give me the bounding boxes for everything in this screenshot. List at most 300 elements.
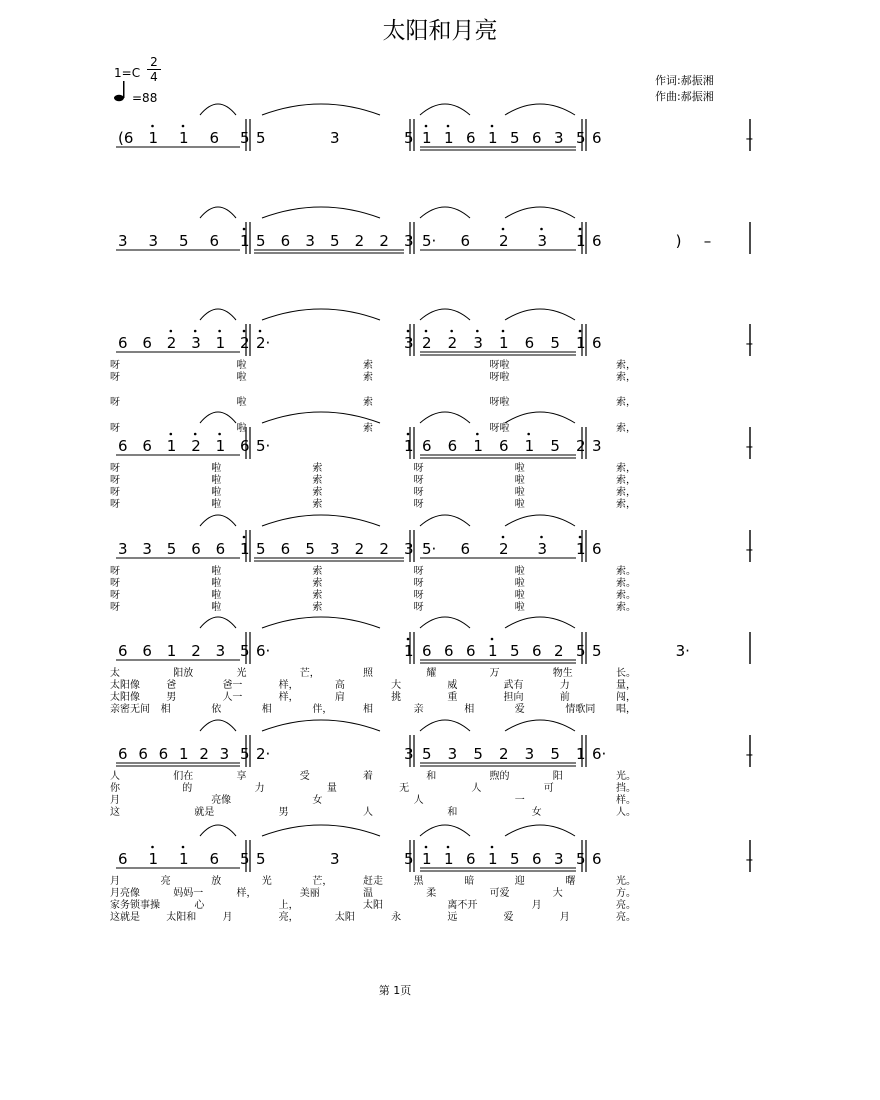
slur-arc: [505, 412, 575, 423]
lyric-syllable: 女: [531, 807, 542, 818]
jianpu-note: 5: [256, 850, 266, 868]
lyric-syllable: 情歌同: [565, 704, 596, 715]
lyric-syllable: 光: [261, 876, 272, 887]
lyric-syllable: 太阳: [334, 912, 355, 923]
lyric-syllable: 索，: [616, 372, 636, 383]
lyric-syllable: 光。: [616, 876, 636, 887]
octave-dot: [502, 228, 505, 231]
slur-arc: [262, 825, 380, 836]
jianpu-note: 3: [447, 745, 458, 763]
octave-dot: [491, 638, 494, 641]
lyric-syllable: 亮像: [211, 795, 232, 806]
slur-arc: [262, 309, 380, 320]
lyric-syllable: 月亮像: [110, 888, 140, 899]
octave-dot: [243, 536, 246, 539]
lyric-syllable: 啦: [514, 578, 525, 589]
lyric-syllable: 亲: [413, 704, 424, 715]
jianpu-note: 2·: [256, 334, 271, 352]
jianpu-note: 5: [550, 745, 560, 763]
lyric-syllable: 呀: [413, 463, 424, 474]
jianpu-note: 6: [209, 850, 220, 868]
lyric-syllable: 力: [254, 783, 265, 794]
jianpu-note: 6: [422, 642, 432, 660]
lyric-syllable: 呀: [413, 566, 424, 577]
jianpu-note: 1: [215, 334, 226, 352]
jianpu-note: 6: [532, 850, 542, 868]
composer-credit: 作曲:郝振湘: [655, 90, 714, 103]
jianpu-note: (6: [118, 129, 134, 147]
octave-dot: [579, 536, 582, 539]
jianpu-note: 1: [148, 129, 159, 147]
octave-dot: [151, 125, 154, 128]
jianpu-note: 3: [330, 129, 340, 147]
octave-dot: [218, 433, 221, 436]
lyric-syllable: 呀: [110, 578, 120, 589]
jianpu-note: 5: [404, 129, 414, 147]
lyric-syllable: 呀: [110, 475, 120, 486]
jianpu-note: 2: [240, 334, 250, 352]
jianpu-note: 3: [118, 540, 128, 558]
lyric-syllable: 万: [489, 668, 500, 679]
octave-dot: [527, 433, 530, 436]
slur-arc: [420, 617, 470, 628]
jianpu-note: 2: [499, 745, 509, 763]
lyric-syllable: 挡。: [616, 783, 636, 794]
lyric-syllable: 光。: [616, 771, 636, 782]
lyric-syllable: 月: [559, 912, 570, 923]
lyric-syllable: 索，: [616, 475, 636, 486]
lyric-syllable: 远: [447, 912, 458, 923]
lyric-syllable: 啦: [211, 499, 222, 510]
jianpu-note: 5: [240, 745, 250, 763]
slur-arc: [420, 207, 470, 218]
octave-dot: [425, 125, 428, 128]
slur-arc: [262, 104, 380, 115]
jianpu-note: 3: [330, 540, 340, 558]
slur-arc: [262, 412, 380, 423]
lyric-syllable: 阳: [552, 771, 563, 782]
jianpu-note: –: [745, 437, 754, 455]
jianpu-note: –: [745, 850, 754, 868]
lyric-syllable: 人。: [616, 807, 636, 818]
jianpu-note: 5: [422, 745, 432, 763]
jianpu-note: 2·: [256, 745, 271, 763]
lyric-syllable: 太阳像: [110, 680, 140, 691]
slur-arc: [420, 825, 470, 836]
jianpu-note: 5: [240, 129, 250, 147]
lyric-syllable: 可: [543, 783, 554, 794]
jianpu-note: 6: [592, 850, 602, 868]
jianpu-note: 6: [592, 129, 602, 147]
lyric-syllable: 曙: [565, 876, 576, 887]
key-signature: 1=C: [114, 66, 141, 80]
jianpu-note: 5: [404, 850, 414, 868]
lyric-syllable: 煦的: [489, 771, 510, 782]
jianpu-note: 1: [576, 334, 586, 352]
octave-dot: [476, 330, 479, 333]
jianpu-note: 2: [191, 437, 201, 455]
lyric-syllable: 呀: [110, 487, 120, 498]
jianpu-note: 1: [576, 232, 586, 250]
lyric-syllable: 啦: [514, 602, 525, 613]
lyric-syllable: 索: [312, 602, 323, 613]
lyric-syllable: 月: [110, 795, 120, 806]
jianpu-note: 5: [179, 232, 189, 250]
jianpu-note: 5: [256, 129, 266, 147]
jianpu-note: 1: [444, 850, 454, 868]
lyric-syllable: 爱: [503, 912, 514, 923]
jianpu-note: 1: [576, 745, 586, 763]
lyric-syllable: 啦: [236, 397, 247, 408]
jianpu-note: 5: [473, 745, 483, 763]
lyric-syllable: 家务锁事操: [110, 900, 160, 911]
slur-arc: [420, 309, 470, 320]
octave-dot: [407, 433, 410, 436]
octave-dot: [450, 330, 453, 333]
slur-arc: [262, 515, 380, 526]
slur-arc: [262, 720, 380, 731]
jianpu-note: 1: [473, 437, 483, 455]
jianpu-note: 5: [576, 850, 586, 868]
lyric-syllable: 这就是: [110, 912, 140, 923]
lyric-syllable: 亮。: [616, 912, 636, 923]
jianpu-note: 2: [447, 334, 458, 352]
lyric-syllable: 亮，: [278, 912, 299, 923]
jianpu-note: 6: [209, 129, 220, 147]
jianpu-note: 3: [592, 437, 602, 455]
lyric-syllable: 人一: [222, 692, 243, 703]
jianpu-note: 1: [576, 540, 586, 558]
lyric-syllable: 索: [363, 423, 373, 434]
jianpu-note: 5: [330, 232, 340, 250]
jianpu-note: 6: [447, 437, 458, 455]
jianpu-note: 1: [488, 850, 498, 868]
lyric-syllable: 武有: [503, 680, 524, 691]
octave-dot: [151, 846, 154, 849]
jianpu-note: 6: [466, 850, 476, 868]
lyric-syllable: 索: [312, 487, 323, 498]
jianpu-note: 5: [256, 540, 266, 558]
octave-dot: [407, 638, 410, 641]
jianpu-note: 6: [532, 642, 542, 660]
jianpu-note: 3: [330, 850, 340, 868]
lyric-syllable: 永: [391, 912, 402, 923]
jianpu-note: 6: [499, 437, 509, 455]
jianpu-note: 3: [215, 642, 226, 660]
octave-dot: [194, 433, 197, 436]
lyric-syllable: 威: [447, 680, 458, 691]
slur-arc: [200, 207, 236, 218]
octave-dot: [243, 228, 246, 231]
lyric-syllable: 呀: [413, 602, 424, 613]
lyric-syllable: 们在: [173, 771, 194, 782]
octave-dot: [579, 330, 582, 333]
lyric-syllable: 亲密无间: [110, 704, 150, 715]
jianpu-note: 3: [537, 232, 548, 250]
jianpu-note: 3: [142, 540, 152, 558]
octave-dot: [476, 433, 479, 436]
lyric-syllable: 一: [514, 795, 525, 806]
lyric-syllable: 索。: [616, 578, 636, 589]
lyric-syllable: 爱: [514, 704, 525, 715]
lyric-syllable: 呀啦: [489, 397, 510, 408]
jianpu-note: 1: [422, 129, 432, 147]
lyric-syllable: 月: [531, 900, 542, 911]
jianpu-note: 6: [118, 745, 128, 763]
lyric-syllable: 高: [334, 680, 345, 691]
lyric-syllable: 太阳和: [166, 912, 197, 923]
lyric-syllable: 可爱: [489, 888, 510, 899]
lyricist-credit: 作词:郝振湘: [655, 74, 714, 87]
jianpu-note: 1: [488, 129, 498, 147]
time-signature-bottom: 4: [150, 70, 158, 84]
jianpu-note: 6: [142, 642, 152, 660]
jianpu-note: 1: [240, 540, 250, 558]
jianpu-note: 6: [466, 642, 476, 660]
lyric-syllable: 闯，: [616, 692, 636, 703]
jianpu-note: 3: [191, 334, 201, 352]
jianpu-note: 3: [404, 232, 414, 250]
slur-arc: [505, 720, 575, 731]
octave-dot: [182, 846, 185, 849]
lyric-syllable: 阳放: [173, 668, 194, 679]
slur-arc: [420, 720, 470, 731]
lyric-syllable: 啦: [514, 475, 525, 486]
jianpu-note: 5: [576, 642, 586, 660]
jianpu-note: 5·: [422, 232, 437, 250]
jianpu-note: 2: [166, 334, 177, 352]
lyric-syllable: 索: [363, 360, 373, 371]
lyric-syllable: 人: [413, 795, 424, 806]
lyric-syllable: 离不开: [447, 900, 478, 911]
jianpu-note: 1: [488, 642, 498, 660]
jianpu-note: 6: [142, 334, 152, 352]
jianpu-note: 6: [280, 540, 291, 558]
lyric-syllable: 呀: [110, 463, 120, 474]
lyric-syllable: 啦: [211, 602, 222, 613]
lyric-syllable: 月: [222, 912, 233, 923]
lyric-syllable: 索: [312, 475, 323, 486]
lyric-syllable: 样，: [236, 888, 257, 899]
jianpu-note: 5: [166, 540, 177, 558]
lyric-syllable: 呀: [110, 397, 120, 408]
jianpu-note: 3: [219, 745, 230, 763]
octave-dot: [579, 228, 582, 231]
jianpu-note: 1: [524, 437, 535, 455]
lyric-syllable: 啦: [514, 566, 525, 577]
jianpu-note: 5: [510, 129, 520, 147]
jianpu-note: 3: [473, 334, 483, 352]
lyric-syllable: 索，: [616, 499, 636, 510]
jianpu-note: 5: [510, 642, 520, 660]
jianpu-note: 3·: [675, 642, 690, 660]
jianpu-note: 1: [444, 129, 454, 147]
lyric-syllable: 索。: [616, 566, 636, 577]
slur-arc: [505, 515, 575, 526]
jianpu-note: –: [745, 129, 754, 147]
lyric-syllable: 呀: [413, 475, 424, 486]
jianpu-note: 6: [280, 232, 291, 250]
lyric-syllable: 亮: [160, 876, 171, 887]
lyric-syllable: 索，: [616, 397, 636, 408]
jianpu-note: 1: [215, 437, 226, 455]
jianpu-note: 6: [138, 745, 148, 763]
octave-dot: [540, 228, 543, 231]
lyric-syllable: 女: [312, 795, 323, 806]
lyric-syllable: 太阳: [363, 900, 383, 911]
jianpu-note: 1: [179, 745, 189, 763]
lyric-syllable: 长。: [616, 668, 636, 679]
page-number: 第 1页: [378, 984, 412, 997]
jianpu-note: 3: [404, 540, 414, 558]
lyric-syllable: 呀: [110, 590, 120, 601]
octave-dot: [407, 330, 410, 333]
lyric-syllable: 索: [312, 463, 323, 474]
jianpu-note: 2: [354, 232, 365, 250]
jianpu-note: 2: [199, 745, 209, 763]
octave-dot: [425, 330, 428, 333]
octave-dot: [218, 330, 221, 333]
lyric-syllable: 这: [110, 807, 120, 818]
octave-dot: [170, 330, 173, 333]
lyric-syllable: 呀啦: [489, 372, 510, 383]
lyric-syllable: 着: [363, 771, 373, 782]
slur-arc: [200, 825, 236, 836]
lyric-syllable: 无: [399, 783, 410, 794]
lyric-syllable: 亮。: [616, 900, 636, 911]
jianpu-note: 1: [148, 850, 159, 868]
lyric-syllable: 啦: [514, 487, 525, 498]
jianpu-note: 2: [499, 540, 509, 558]
jianpu-note: 6: [142, 437, 152, 455]
jianpu-note: 6: [118, 850, 128, 868]
jianpu-note: 5: [510, 850, 520, 868]
jianpu-note: 6: [532, 129, 542, 147]
lyric-syllable: 索。: [616, 590, 636, 601]
lyric-syllable: 力: [559, 680, 570, 691]
jianpu-note: 1: [422, 850, 432, 868]
lyric-syllable: 就是: [194, 807, 215, 818]
lyric-syllable: 呀: [110, 372, 120, 383]
slur-arc: [420, 104, 470, 115]
jianpu-note: 6: [460, 232, 471, 250]
jianpu-note: 1: [404, 642, 414, 660]
jianpu-note: 2: [379, 232, 389, 250]
lyric-syllable: 啦: [514, 463, 525, 474]
lyric-syllable: 啦: [236, 423, 247, 434]
jianpu-note: 2: [191, 642, 201, 660]
lyric-syllable: 索: [363, 397, 373, 408]
slur-arc: [200, 104, 236, 115]
lyric-syllable: 啦: [211, 590, 222, 601]
time-signature-top: 2: [150, 55, 158, 69]
jianpu-note: 3: [554, 850, 564, 868]
lyric-syllable: 啦: [236, 372, 247, 383]
lyric-syllable: 呀: [413, 487, 424, 498]
lyric-syllable: 太: [110, 668, 120, 679]
lyric-syllable: 啦: [211, 487, 222, 498]
slur-arc: [200, 309, 236, 320]
lyric-syllable: 呀: [110, 360, 120, 371]
octave-dot: [491, 846, 494, 849]
lyric-syllable: 赶走: [363, 876, 383, 887]
lyric-syllable: 美丽: [299, 888, 320, 899]
jianpu-note: 6·: [592, 745, 607, 763]
jianpu-note: 5: [550, 437, 560, 455]
jianpu-note: 5: [256, 232, 266, 250]
jianpu-note: –: [745, 540, 754, 558]
lyric-syllable: 暗: [464, 876, 475, 887]
lyric-syllable: 人: [363, 807, 373, 818]
jianpu-note: 5: [550, 334, 560, 352]
jianpu-note: 1: [179, 850, 189, 868]
jianpu-note: 5: [240, 850, 250, 868]
slur-arc: [200, 617, 236, 628]
lyric-syllable: 相: [261, 704, 272, 715]
jianpu-note: 6·: [256, 642, 271, 660]
lyric-syllable: 放: [211, 876, 222, 887]
slur-arc: [505, 617, 575, 628]
lyric-syllable: 和: [447, 807, 458, 818]
octave-dot: [243, 330, 246, 333]
octave-dot: [170, 433, 173, 436]
lyric-syllable: 啦: [514, 590, 525, 601]
lyric-syllable: 唱，: [616, 704, 636, 715]
lyric-syllable: 芒，: [299, 668, 320, 679]
lyric-syllable: 耀: [426, 668, 437, 679]
lyric-syllable: 芒，: [312, 876, 333, 887]
lyric-syllable: 前: [559, 692, 570, 703]
jianpu-note: 6: [460, 540, 471, 558]
slur-arc: [505, 104, 575, 115]
jianpu-note: 6: [524, 334, 535, 352]
jianpu-note: 3: [118, 232, 128, 250]
lyric-syllable: 受: [299, 771, 310, 782]
octave-dot: [425, 846, 428, 849]
lyric-syllable: 索: [312, 499, 323, 510]
jianpu-note: 1: [166, 642, 177, 660]
lyric-syllable: 索。: [616, 602, 636, 613]
jianpu-note: –: [745, 745, 754, 763]
lyric-syllable: 大: [552, 888, 563, 899]
lyric-syllable: 相: [160, 704, 171, 715]
jianpu-note: –: [745, 334, 754, 352]
jianpu-note: 2: [499, 232, 509, 250]
song-title: 太阳和月亮: [382, 18, 498, 44]
jianpu-note: 6: [444, 642, 454, 660]
lyric-syllable: 样，: [278, 692, 299, 703]
lyric-syllable: 呀: [413, 578, 424, 589]
slur-arc: [420, 515, 470, 526]
octave-dot: [194, 330, 197, 333]
jianpu-note: 3: [404, 745, 414, 763]
jianpu-note: 6: [118, 437, 128, 455]
lyric-syllable: 样。: [616, 795, 636, 806]
lyric-syllable: 啦: [211, 475, 222, 486]
lyric-syllable: 太阳像: [110, 692, 140, 703]
jianpu-note: 3: [524, 745, 535, 763]
lyric-syllable: 爸一: [222, 680, 243, 691]
lyric-syllable: 啦: [236, 360, 247, 371]
lyric-syllable: 索，: [616, 487, 636, 498]
lyric-syllable: 爸: [166, 680, 177, 691]
lyric-syllable: 量: [326, 783, 337, 794]
lyric-syllable: 人: [110, 771, 120, 782]
octave-dot: [491, 125, 494, 128]
lyric-syllable: 啦: [514, 499, 525, 510]
jianpu-note: 1: [179, 129, 189, 147]
jianpu-note: 6: [592, 334, 602, 352]
